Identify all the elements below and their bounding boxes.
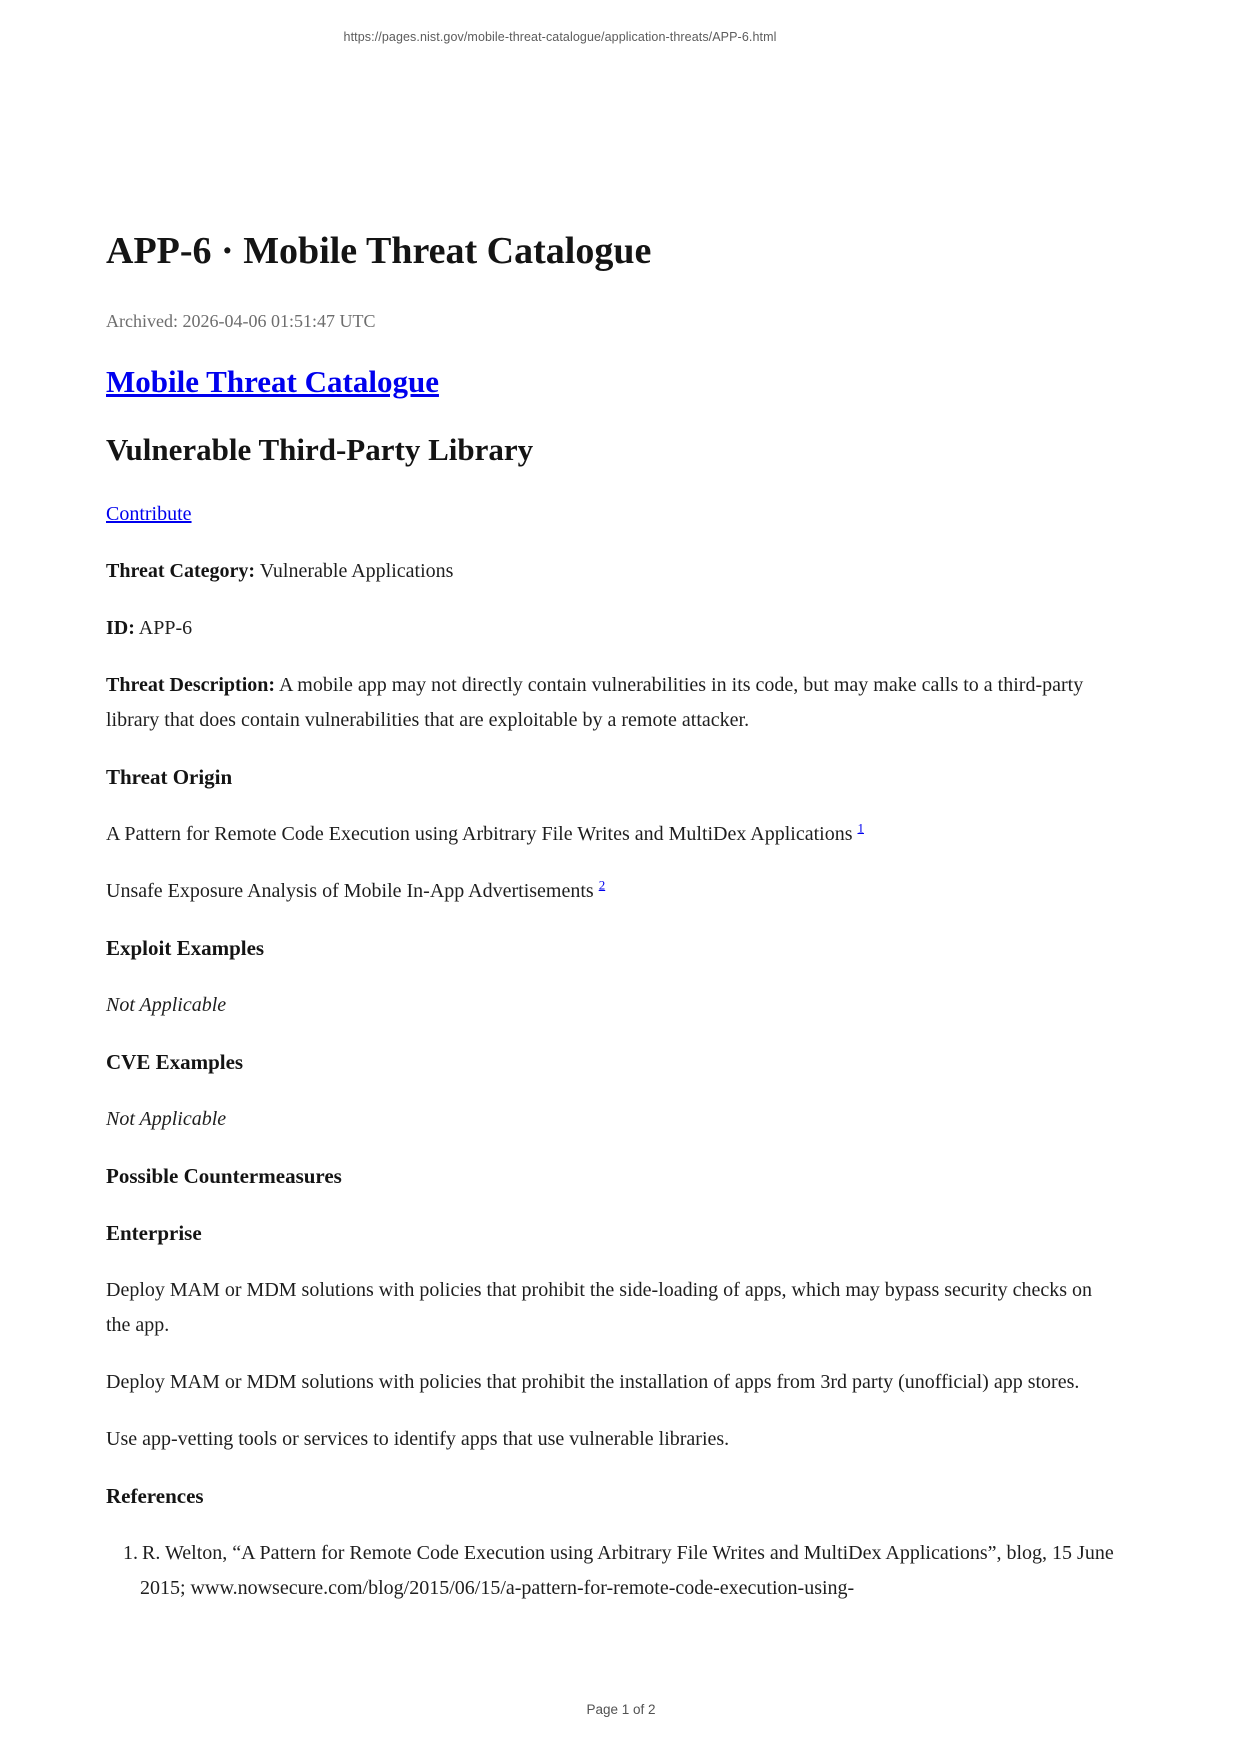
countermeasure-paragraph-3: Use app-vetting tools or services to identify apps that use vulnerable libraries. (106, 1428, 730, 1450)
origin-item-1-text: A Pattern for Remote Code Execution using Arbitrary File Writes and MultiDex Applications (106, 823, 853, 845)
countermeasure-paragraph-1: Deploy MAM or MDM solutions with policies that prohibit the side-loading of apps, which may bypass security checks on the app. (106, 1279, 1092, 1336)
threat-id-row (106, 611, 1116, 646)
page-header-url: https://pages.nist.gov/mobile-threat-catalogue/application-threats/APP-6.html (343, 30, 777, 44)
document-title: APP-6 · Mobile Threat Catalogue (106, 230, 652, 272)
cve-examples-value (106, 1102, 1116, 1137)
threat-id-value: APP-6 (138, 617, 193, 639)
exploit-examples-value (106, 988, 1116, 1023)
threat-origin-heading: Threat Origin (106, 765, 233, 789)
threat-description-value: A mobile app may not directly contain vulnerabilities in its code, but may make calls to a third-party library that does contain vulnerabilities that are exploitable by a remote attacker. (106, 674, 1084, 731)
archived-timestamp: Archived: 2026-04-06 01:51:47 UTC (106, 311, 376, 331)
mobile-threat-catalogue-link[interactable]: Mobile Threat Catalogue (106, 364, 439, 399)
contribute-link[interactable]: Contribute (106, 503, 192, 525)
references-heading: References (106, 1484, 204, 1508)
reference-item-1-text: R. Welton, “A Pattern for Remote Code Execution using Arbitrary File Writes and MultiDex Applications”, blog, 15 June 2015; www.nowsecure.com/blog/2015/06/15/a-pattern-for-remote-code-execution-using- (140, 1542, 1114, 1599)
footnote-1-link[interactable]: 1 (857, 820, 864, 836)
origin-item-2 (106, 874, 1116, 909)
catalogue-heading (106, 363, 1116, 400)
document-body (106, 206, 1116, 1606)
threat-description-label: Threat Description: (106, 674, 276, 696)
exploit-not-applicable-text: Not Applicable (106, 994, 227, 1016)
cve-not-applicable-text: Not Applicable (106, 1108, 227, 1130)
page-number-indicator: Page 1 of 2 (586, 1702, 656, 1717)
threat-category-value: Vulnerable Applications (259, 560, 454, 582)
page-heading: Vulnerable Third-Party Library (106, 432, 534, 467)
countermeasure-paragraph-2: Deploy MAM or MDM solutions with policies that prohibit the installation of apps from 3rd party (unofficial) app stores. (106, 1371, 1080, 1393)
origin-item-2-text: Unsafe Exposure Analysis of Mobile In-App Advertisements (106, 880, 594, 902)
threat-id-label: ID: (106, 617, 135, 639)
threat-description-row (106, 668, 1116, 738)
reference-item-1 (106, 1536, 1116, 1606)
footnote-2-link[interactable]: 2 (598, 877, 606, 893)
origin-item-1 (106, 817, 1116, 852)
threat-category-row (106, 554, 1116, 589)
cve-examples-heading: CVE Examples (106, 1050, 244, 1074)
threat-category-label: Threat Category: (106, 560, 256, 582)
contribute-row (106, 497, 1116, 532)
enterprise-heading: Enterprise (106, 1221, 202, 1245)
countermeasures-heading: Possible Countermeasures (106, 1164, 342, 1188)
exploit-examples-heading: Exploit Examples (106, 936, 265, 960)
reference-item-1-number: 1. (123, 1542, 138, 1564)
